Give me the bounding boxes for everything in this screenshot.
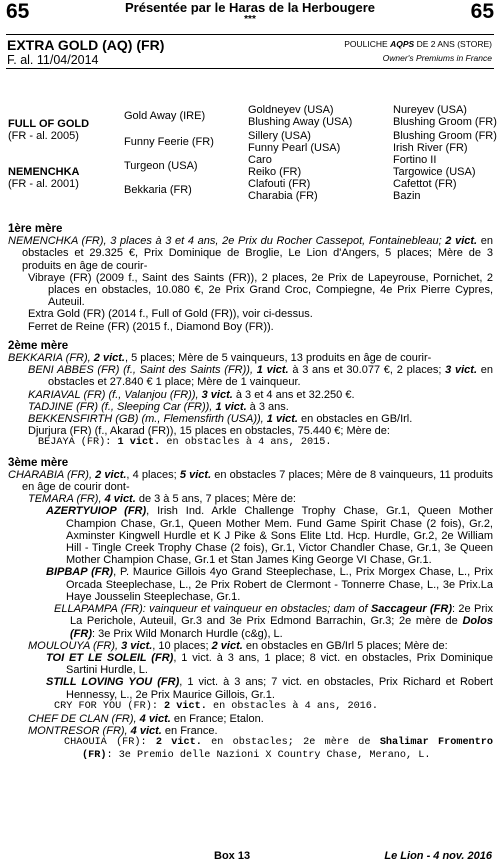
top-rule bbox=[6, 34, 494, 35]
section-title: 3ème mère bbox=[8, 456, 69, 469]
pedigree-entry bbox=[8, 425, 493, 437]
bold-fragment: Dolos (FR) bbox=[70, 615, 493, 640]
text-fragment: en obstacles; 2e mère de bbox=[201, 737, 380, 749]
text-fragment: Vibraye (FR) (2009 f., Saint des Saints (FR)), 2 places, 2e Prix de Lapeyrouse, Pornichet, 2 places en obstacles, 10.080 €, 2e Prix Grand Croc, Compiegne, 4e Prix Pierre Cypres, Auteuil. bbox=[28, 271, 493, 309]
text-fragment: Ferret de Reine (FR) (2015 f., Diamond Boy (FR)). bbox=[28, 320, 274, 333]
bold-fragment: 2 vict. bbox=[164, 700, 207, 712]
text-fragment: BENI ABBES (FR) (f., Saint des Saints (FR)), bbox=[28, 364, 257, 377]
g4-1: Blushing Groom (FR) bbox=[393, 116, 497, 128]
lot-number-left: 65 bbox=[6, 0, 30, 23]
section-title: 1ère mère bbox=[8, 223, 63, 235]
text-fragment: ELLAPAMPA (FR): vainqueur et vainqueur en obstacles; dam of bbox=[54, 603, 371, 616]
bold-fragment: 2 vict. bbox=[95, 468, 127, 481]
grandsire-2: Turgeon (USA) bbox=[124, 160, 198, 172]
text-fragment: , Irish Ind. Arkle Challenge Trophy Chase, Gr.1, Queen Mother Champion Chase, Gr.1, Queen Mother Mem. Fund Game Spirit Chase (2 fois), Gr.2, Axminster Kingwell Hurdle et K J Pike & Sons Elite Ltd. Hcp. Hurdle, Gr.2, 2e William Hill - Tingle Creek Trophy Chase (2 fois), Gr.1, Victor Chandler Chase, Gr.1, 3e Queen Mother Champion Chase, Gr.1 et Stan James King George VI Chase, Gr.1. bbox=[66, 505, 493, 567]
dam-line-text bbox=[8, 223, 493, 762]
bold-fragment: 2 vict. bbox=[155, 737, 202, 749]
text-fragment: MOULOUYA (FR), bbox=[28, 639, 122, 652]
text-fragment: Extra Gold (FR) (2014 f., Full of Gold (FR)), voir ci-dessus. bbox=[28, 308, 313, 321]
bold-fragment: 2 vict. bbox=[93, 352, 125, 365]
g4-7: Bazin bbox=[393, 190, 421, 202]
bold-fragment: 2 vict. bbox=[211, 639, 243, 652]
bold-fragment: Saccageur (FR) bbox=[370, 603, 452, 616]
text-fragment: TADJINE (FR) (f., Sleeping Car (FR)), bbox=[28, 400, 216, 413]
g3-2: Sillery (USA) bbox=[248, 130, 311, 142]
pedigree-table bbox=[0, 104, 500, 210]
bold-fragment: 1 vict. bbox=[117, 437, 161, 449]
text-fragment: en obstacles en GB/Irl. bbox=[297, 413, 413, 426]
sire-year: (FR - al. 2005) bbox=[8, 130, 79, 142]
bold-fragment: 3 vict. bbox=[201, 388, 233, 401]
bold-fragment: 2 vict. bbox=[445, 235, 478, 248]
section-title: 2ème mère bbox=[8, 339, 69, 352]
text-fragment: à 3 ans. bbox=[246, 400, 289, 413]
g3-0: Goldneyev (USA) bbox=[248, 104, 334, 116]
text-fragment: en France; Etalon. bbox=[170, 712, 264, 725]
g4-0: Nureyev (USA) bbox=[393, 104, 467, 116]
bold-fragment: 1 vict. bbox=[215, 400, 247, 413]
text-fragment: CHEF DE CLAN (FR), bbox=[28, 712, 140, 725]
text-fragment: : 3e Prix Wild Monarch Hurdle (c&g), L. bbox=[92, 627, 283, 640]
dam-name: NEMENCHKA bbox=[8, 166, 80, 178]
pedigree-entry bbox=[8, 493, 493, 505]
pedigree-entry bbox=[8, 505, 493, 566]
pedigree-entry bbox=[8, 308, 493, 320]
text-fragment: : 2e Prix La Perichole, Auteuil, Gr.3 and 3e Prix Edmond Barrachin, Gr.3; 2e mère de bbox=[70, 603, 493, 628]
text-fragment: , P. Maurice Gillois 4yo Grand Steeplechase, L., Prix Morgex Chase, L., Prix Orcada Steeplechase, L., 2e Prix Robert de Clermont - Tonnerre Chase, L., 3e Prix.La Haye Jousselin Steeplechase, Gr.1. bbox=[66, 566, 493, 603]
g3-6: Clafouti (FR) bbox=[248, 178, 311, 190]
text-fragment: TEMARA (FR), bbox=[28, 493, 105, 506]
sale-date: Le Lion - 4 nov. 2016 bbox=[384, 850, 492, 862]
bold-fragment: 4 vict. bbox=[139, 712, 171, 725]
text-fragment: , 4 places; bbox=[126, 468, 180, 481]
text-fragment: en obstacles à 4 ans, 2016. bbox=[206, 700, 379, 712]
pedigree-entry bbox=[8, 566, 493, 603]
text-fragment: en obstacles et 27.840 € 1 place; Mère de 1 vainqueur. bbox=[48, 364, 494, 389]
g3-3: Funny Pearl (USA) bbox=[248, 142, 341, 154]
text-fragment: , 10 places; bbox=[152, 639, 212, 652]
consignor-title: Présentée par le Haras de la Herbougere bbox=[124, 0, 375, 15]
text-fragment: : 3e Premio delle Nazioni X Country Chase, Merano, L. bbox=[106, 749, 431, 761]
bold-fragment: 4 vict. bbox=[104, 493, 136, 506]
g4-4: Fortino II bbox=[393, 154, 437, 166]
g4-6: Cafettot (FR) bbox=[393, 178, 457, 190]
g4-5: Targowice (USA) bbox=[393, 166, 476, 178]
bold-fragment: 4 vict. bbox=[130, 725, 162, 738]
text-fragment: NEMENCHKA (FR), 3 places à 3 et 4 ans, 2e Prix du Rocher Cassepot, Fontainebleau; bbox=[8, 235, 446, 248]
text-fragment: de 3 à 5 ans, 7 places; Mère de: bbox=[135, 493, 296, 506]
dam-year: (FR - al. 2001) bbox=[8, 178, 79, 190]
pedigree-entry bbox=[8, 603, 493, 640]
text-fragment: CRY FOR YOU (FR): bbox=[54, 700, 165, 712]
pedigree-entry bbox=[8, 469, 493, 493]
text-fragment: à 3 et 4 ans et 32.250 €. bbox=[232, 388, 355, 401]
pedigree-entry bbox=[8, 701, 493, 713]
text-fragment: en obstacles en GB/Irl 5 places; Mère de: bbox=[242, 639, 448, 652]
foaling-info: F. al. 11/04/2014 bbox=[7, 53, 99, 67]
pedigree-entry bbox=[8, 401, 493, 413]
pedigree-entry bbox=[8, 389, 493, 401]
box-number: Box 13 bbox=[214, 850, 251, 862]
granddam-1: Funny Feerie (FR) bbox=[124, 136, 214, 148]
pedigree-entry bbox=[8, 737, 493, 761]
sire-name: FULL OF GOLD bbox=[8, 118, 90, 130]
grandsire-1: Gold Away (IRE) bbox=[124, 110, 206, 122]
text-fragment: en obstacles et 29.325 €, Prix Dominique de Broglie, Le Lion d'Angers, 5 places; Mère de 3 produits en âge de courir- bbox=[22, 235, 493, 272]
bold-fragment: 1 vict. bbox=[266, 413, 298, 426]
second-rule bbox=[6, 68, 494, 69]
text-fragment: en obstacles 7 places; Mère de 8 vainqueurs, 11 produits en âge de courir dont- bbox=[22, 468, 493, 494]
text-fragment: , 5 places; Mère de 5 vainqueurs, 13 produits en âge de courir- bbox=[124, 352, 432, 365]
text-fragment: Djurjura (FR) (f., Akarad (FR)), 15 places en obstacles, 75.440 €; Mère de: bbox=[28, 425, 390, 438]
text-fragment: , 1 vict. à 3 ans; 7 vict. en obstacles, Prix Richard et Robert Hennessy, L., 2e Prix Maurice Gillois, Gr.1. bbox=[66, 676, 493, 701]
bold-fragment: 3 vict. bbox=[445, 364, 478, 377]
pedigree-entry bbox=[8, 713, 493, 725]
text-fragment: KARIAVAL (FR) (f., Valanjou (FR)), bbox=[28, 388, 202, 401]
sex-age-line: POULICHE AQPS DE 2 ANS (STORE) bbox=[344, 39, 492, 49]
pedigree-entry bbox=[8, 725, 493, 737]
pedigree-entry bbox=[8, 272, 493, 309]
bold-fragment: AZERTYUIOP (FR) bbox=[46, 505, 147, 518]
bold-fragment: 1 vict. bbox=[256, 364, 289, 377]
pedigree-entry bbox=[8, 437, 493, 449]
bold-fragment: Shalimar Fromentro (FR) bbox=[82, 737, 494, 761]
bold-fragment: STILL LOVING YOU (FR) bbox=[46, 676, 180, 689]
pedigree-entry bbox=[8, 364, 493, 388]
pedigree-entry bbox=[8, 235, 493, 272]
pedigree-entry bbox=[8, 676, 493, 700]
pedigree-entry bbox=[8, 652, 493, 676]
g3-5: Reiko (FR) bbox=[248, 166, 302, 178]
pedigree-entry bbox=[8, 413, 493, 425]
owners-premium: Owner's Premiums in France bbox=[382, 53, 492, 63]
bold-fragment: 5 vict. bbox=[179, 468, 212, 481]
consignor-header bbox=[60, 1, 440, 24]
text-fragment: à 3 ans et 30.077 €, 2 places; bbox=[288, 364, 446, 377]
text-fragment: en obstacles à 4 ans, 2015. bbox=[160, 437, 332, 449]
g4-3: Irish River (FR) bbox=[393, 142, 468, 154]
granddam-2: Bekkaria (FR) bbox=[124, 184, 192, 196]
text-fragment: BEKKARIA (FR), bbox=[8, 352, 94, 365]
text-fragment: CHARABIA (FR), bbox=[8, 468, 96, 481]
pedigree-entry bbox=[8, 352, 493, 364]
text-fragment: en France. bbox=[161, 725, 218, 738]
text-fragment: BEKKENSFIRTH (GB) (m., Flemensfirth (USA)), bbox=[28, 413, 267, 426]
text-fragment: MONTRESOR (FR), bbox=[28, 725, 131, 738]
g3-1: Blushing Away (USA) bbox=[248, 116, 353, 128]
header-stars: *** bbox=[244, 14, 256, 25]
bold-fragment: TOI ET LE SOLEIL (FR) bbox=[46, 651, 174, 664]
bold-fragment: BIPBAP (FR) bbox=[46, 566, 114, 579]
lot-number-right: 65 bbox=[470, 0, 494, 23]
bold-fragment: 3 vict. bbox=[121, 639, 153, 652]
horse-name: EXTRA GOLD (AQ) (FR) bbox=[7, 37, 165, 53]
g3-7: Charabia (FR) bbox=[248, 190, 318, 202]
g4-2: Blushing Groom (FR) bbox=[393, 130, 497, 142]
text-fragment: CHAOUIA (FR): bbox=[64, 737, 156, 749]
text-fragment: , 1 vict. à 3 ans, 1 place; 8 vict. en obstacles, Prix Dominique Sartini Hurdle, L. bbox=[66, 651, 493, 677]
text-fragment: BEJAYA (FR): bbox=[38, 437, 118, 449]
pedigree-entry bbox=[8, 321, 493, 333]
g3-4: Caro bbox=[248, 154, 272, 166]
pedigree-entry bbox=[8, 640, 493, 652]
